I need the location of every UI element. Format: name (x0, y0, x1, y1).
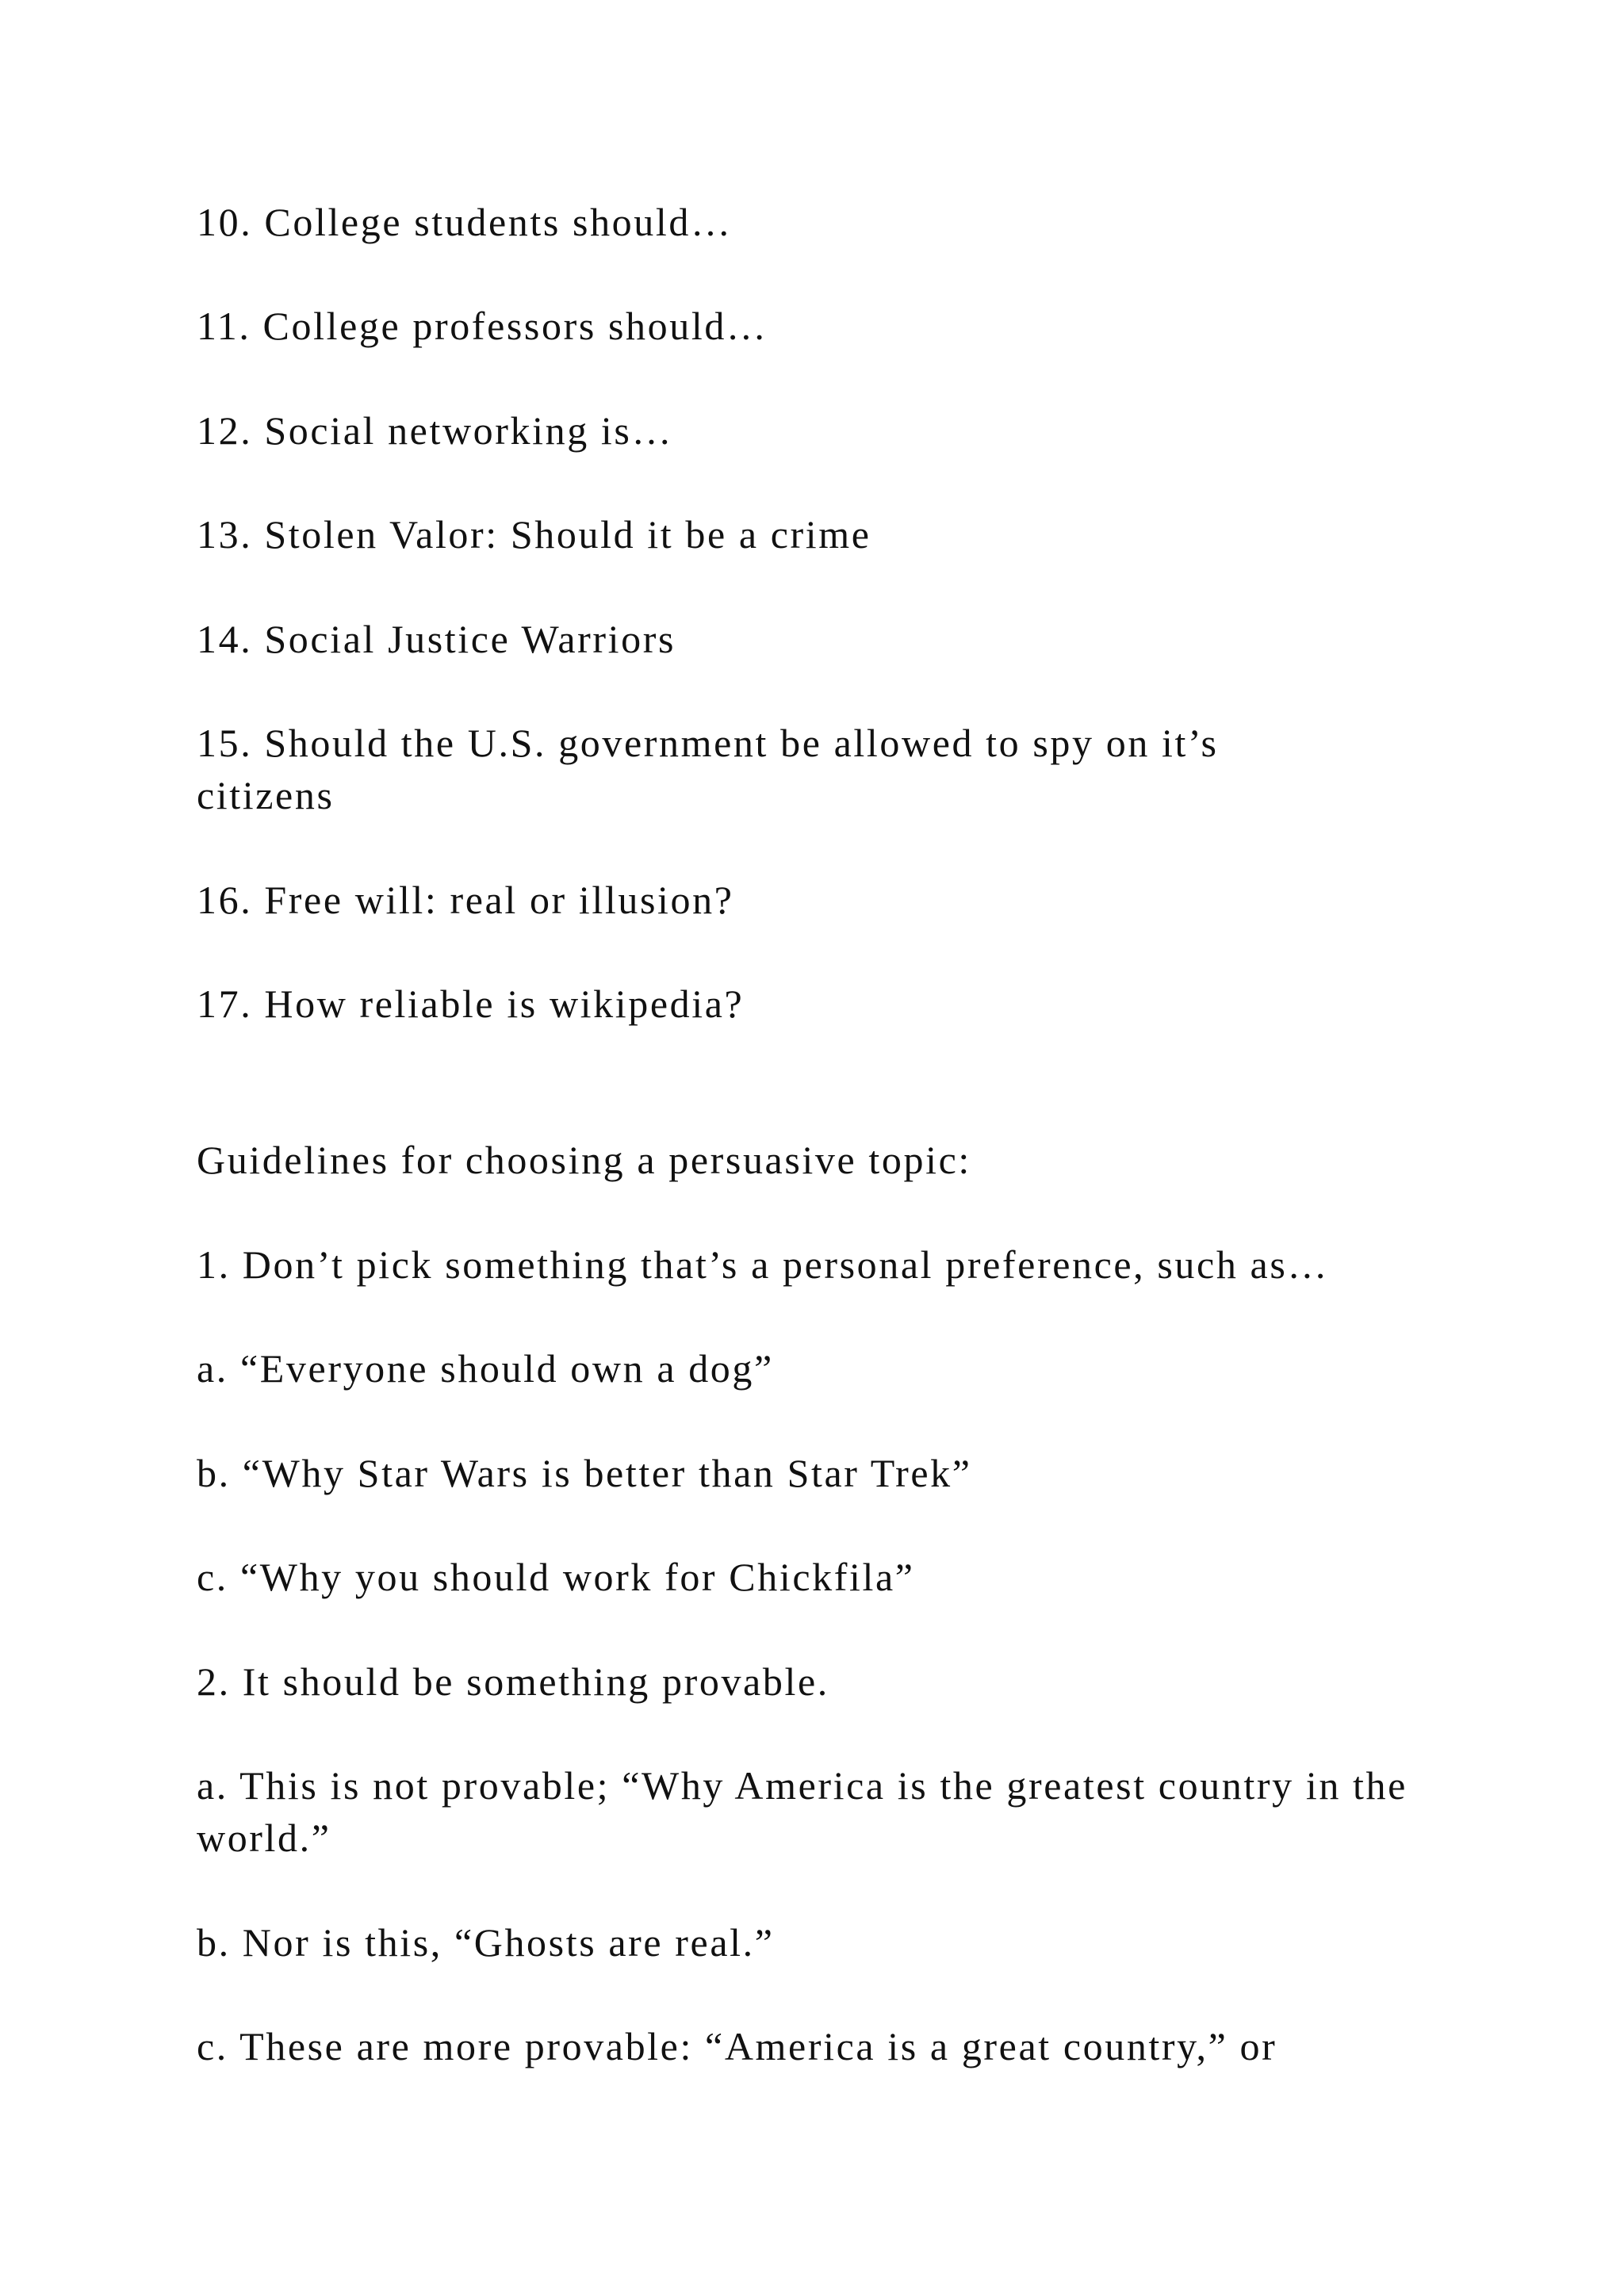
guideline-2c: c. These are more provable: “America is a great country,” or (197, 2024, 1277, 2068)
guideline-1a: a. “Everyone should own a dog” (197, 1346, 774, 1391)
topic-item-13: 13. Stolen Valor: Should it be a crime (197, 512, 871, 557)
guideline-1c: c. “Why you should work for Chickfila” (197, 1555, 915, 1599)
guideline-1: 1. Don’t pick something that’s a personal preference, such as… (197, 1242, 1329, 1287)
guideline-2b: b. Nor is this, “Ghosts are real.” (197, 1920, 775, 1965)
topic-item-15: 15. Should the U.S. government be allowed to spy on it’s citizens (197, 721, 1219, 817)
topic-item-17: 17. How reliable is wikipedia? (197, 982, 745, 1026)
topic-item-10: 10. College students should… (197, 200, 733, 244)
topic-item-14: 14. Social Justice Warriors (197, 617, 676, 661)
guideline-2: 2. It should be something provable. (197, 1659, 829, 1704)
guidelines-heading: Guidelines for choosing a persuasive topic: (197, 1138, 971, 1182)
guideline-2a: a. This is not provable; “Why America is the greatest country in the world.” (197, 1763, 1408, 1860)
topic-item-16: 16. Free will: real or illusion? (197, 878, 734, 922)
topic-item-12: 12. Social networking is… (197, 408, 674, 453)
guideline-1b: b. “Why Star Wars is better than Star Trek” (197, 1451, 972, 1495)
topic-item-11: 11. College professors should… (197, 304, 768, 348)
